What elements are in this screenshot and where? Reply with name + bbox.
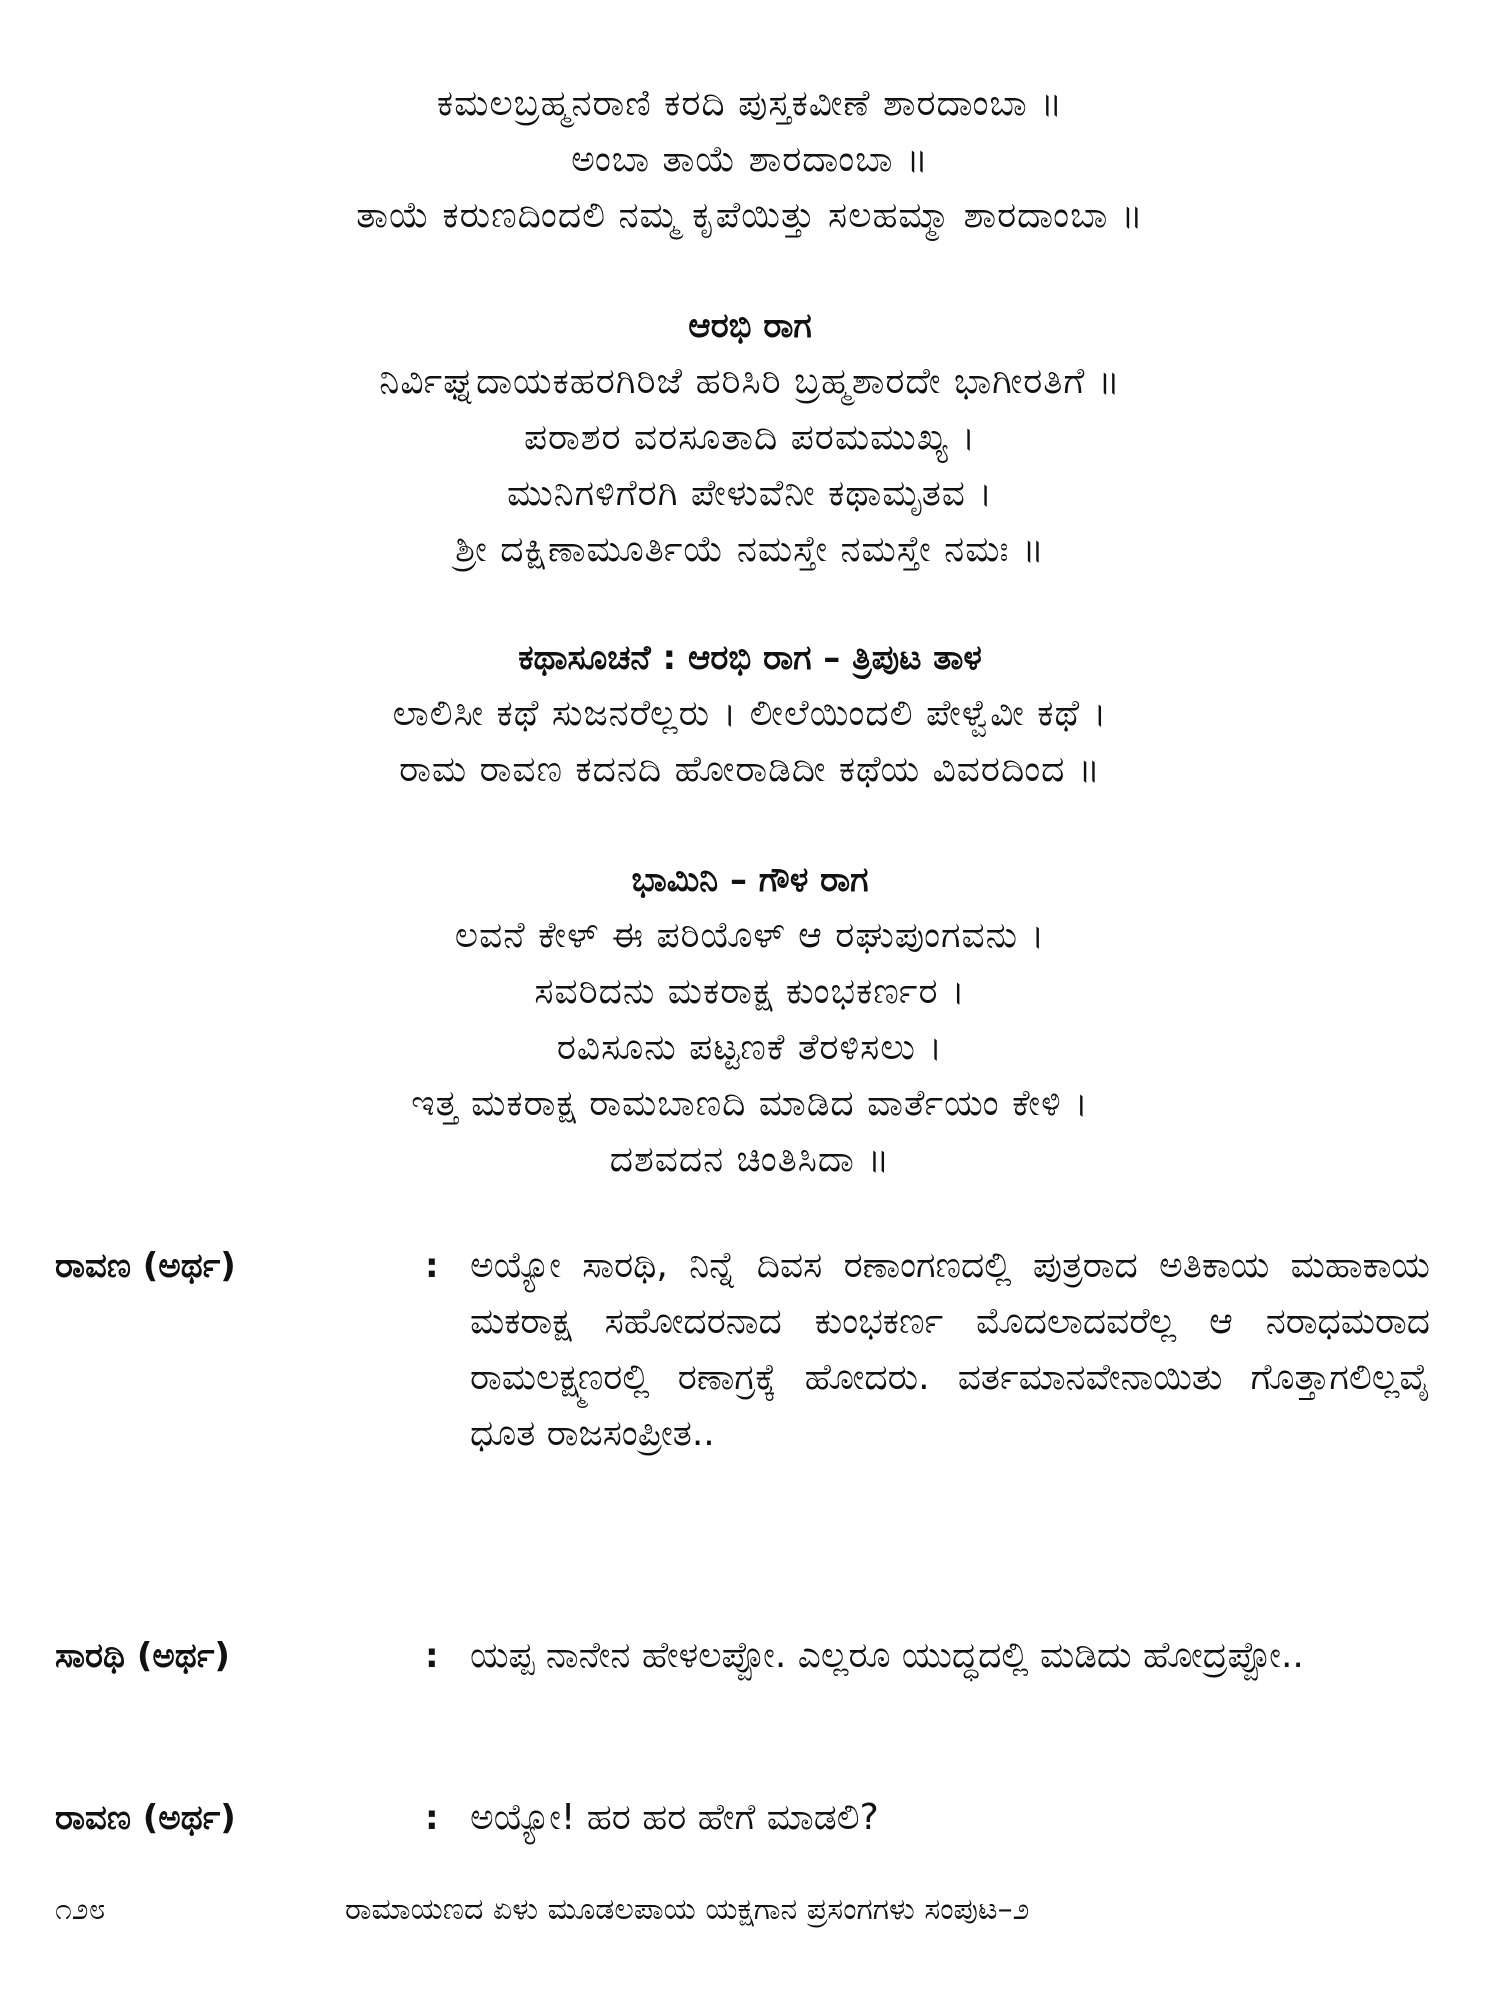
speaker-colon: :	[425, 1798, 439, 1838]
verse-line: ತಾಯೆ ಕರುಣದಿಂದಲಿ ನಮ್ಮ ಕೃಪೆಯಿತ್ತು ಸಲಹಮ್ಮಾ ಶಾರದಾಂಬಾ ॥	[356, 195, 1144, 236]
speaker-colon: :	[425, 1246, 439, 1286]
speaker-label: ರಾವಣ (ಅರ್ಥ)	[55, 1246, 236, 1286]
dialogue-ravana-1	[55, 1238, 1455, 1578]
page-number: ೧೨೮	[55, 1892, 106, 1927]
section-heading: ಕಥಾಸೂಚನೆ : ಆರಭಿ ರಾಗ – ತ್ರಿಪುಟ ತಾಳ	[518, 638, 982, 678]
section-aarabhi-raga	[0, 298, 1500, 578]
verse-line: ನಿರ್ವಿಘ್ನದಾಯಕಹರಗಿರಿಜೆ ಹರಿಸಿರಿ ಬ್ರಹ್ಮಶಾರದೇ ಭಾಗೀರತಿಗೆ ॥	[379, 361, 1121, 402]
verse-line: ಲವನೆ ಕೇಳ್ ಈ ಪರಿಯೊಳ್ ಆ ರಘುಪುಂಗವನು ।	[454, 915, 1046, 956]
verse-line: ಇತ್ತ ಮಕರಾಕ್ಷ ರಾಮಬಾಣದಿ ಮಾಡಿದ ವಾರ್ತೆಯಂ ಕೇಳಿ ।	[411, 1083, 1089, 1124]
speech-text: ಅಯ್ಯೋ! ಹರ ಹರ ಹೇಗೆ ಮಾಡಲಿ?	[470, 1797, 879, 1838]
section-bhamini	[0, 852, 1500, 1188]
dialogue-ravana-2	[55, 1790, 1455, 1846]
speech-text: ಯಪ್ಪ ನಾನೇನ ಹೇಳಲಪ್ಪೋ. ಎಲ್ಲರೂ ಯುದ್ಧದಲ್ಲಿ ಮಡಿದು ಹೋದ್ರಪ್ಪೋ..	[470, 1635, 1304, 1676]
speaker-colon: :	[425, 1636, 439, 1676]
speech-text: ಅಯ್ಯೋ ಸಾರಥಿ, ನಿನ್ನೆ ದಿವಸ ರಣಾಂಗಣದಲ್ಲಿ ಪುತ್ರರಾದ ಅತಿಕಾಯ ಮಹಾಕಾಯ ಮಕರಾಕ್ಷ ಸಹೋದರನಾದ ಕುಂಭಕರ್ಣ ಮೊದಲಾದವರೆಲ್ಲ ಆ ನರಾಧಮರಾದ ರಾಮಲಕ್ಷ್ಮಣರಲ್ಲಿ ರಣಾಗ್ರಕ್ಕೆ ಹೋದರು. ವರ್ತಮಾನವೇನಾಯಿತು ಗೊತ್ತಾಗಲಿಲ್ಲವೈ ಧೂತ ರಾಜಸಂಪ್ರೀತ..	[470, 1245, 1430, 1454]
book-title: ರಾಮಾಯಣದ ಏಳು ಮೂಡಲಪಾಯ ಯಕ್ಷಗಾನ ಪ್ರಸಂಗಗಳು ಸಂಪುಟ–೨	[345, 1892, 1030, 1927]
section-kathasuchane	[0, 630, 1500, 798]
speaker-label: ರಾವಣ (ಅರ್ಥ)	[55, 1798, 236, 1838]
verse-line: ಕಮಲಬ್ರಹ್ಮನರಾಣಿ ಕರದಿ ಪುಸ್ತಕವೀಣೆ ಶಾರದಾಂಬಾ ॥	[436, 83, 1064, 124]
verse-line: ಶ್ರೀ ದಕ್ಷಿಣಾಮೂರ್ತಿಯೆ ನಮಸ್ತೇ ನಮಸ್ತೇ ನಮಃ ॥	[455, 529, 1045, 570]
verse-line: ಲಾಲಿಸೀ ಕಥೆ ಸುಜನರೆಲ್ಲರು । ಲೀಲೆಯಿಂದಲಿ ಪೇಳ್ವೆವೀ ಕಥೆ ।	[392, 693, 1108, 734]
intro-verse	[0, 76, 1500, 244]
section-heading: ಭಾಮಿನಿ – ಗೌಳ ರಾಗ	[631, 860, 869, 900]
verse-line: ರವಿಸೂನು ಪಟ್ಟಣಕೆ ತೆರಳಿಸಲು ।	[556, 1027, 944, 1068]
verse-line: ದಶವದನ ಚಿಂತಿಸಿದಾ ॥	[609, 1139, 891, 1180]
verse-line: ಸವರಿದನು ಮಕರಾಕ್ಷ ಕುಂಭಕರ್ಣರ ।	[534, 971, 966, 1012]
verse-line: ಅಂಬಾ ತಾಯೆ ಶಾರದಾಂಬಾ ॥	[571, 139, 929, 180]
dialogue-sarathi	[55, 1628, 1455, 1740]
verse-line: ರಾಮ ರಾವಣ ಕದನದಿ ಹೋರಾಡಿದೀ ಕಥೆಯ ವಿವರದಿಂದ ॥	[399, 749, 1101, 790]
section-heading: ಆರಭಿ ರಾಗ	[688, 306, 812, 346]
verse-line: ಪರಾಶರ ವರಸೂತಾದಿ ಪರಮಮುಖ್ಯ ।	[523, 417, 977, 458]
speaker-label: ಸಾರಥಿ (ಅರ್ಥ)	[55, 1636, 230, 1676]
verse-line: ಮುನಿಗಳಿಗೆರಗಿ ಪೇಳುವೆನೀ ಕಥಾಮೃತವ ।	[506, 473, 994, 514]
